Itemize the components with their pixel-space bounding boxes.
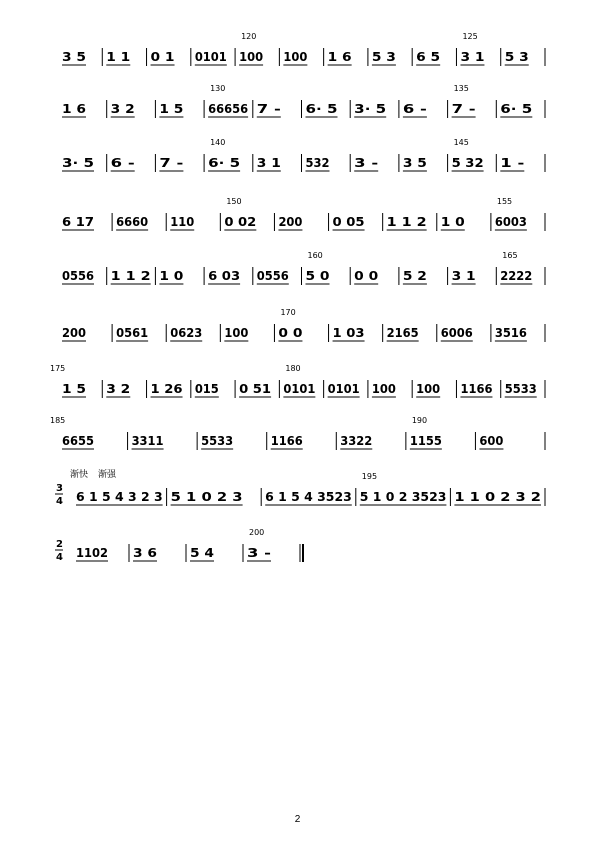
measure-notes: 6 - <box>402 102 427 116</box>
time-signature-top: 2 <box>56 539 63 550</box>
measure-notes: 5 0 <box>305 269 330 283</box>
measure-notes: 5 3 <box>371 50 396 64</box>
measure-notes: 6 5 <box>416 50 441 64</box>
measure-number: 125 <box>462 32 478 41</box>
measure-number: 120 <box>241 32 257 41</box>
measure-notes: 3322 <box>340 434 373 448</box>
measure-notes: 1 1 <box>106 50 131 64</box>
measure-notes: 3516 <box>494 326 527 340</box>
measure-notes: 0 0 <box>278 326 303 340</box>
measure-notes: 600 <box>479 434 504 448</box>
page-number: 2 <box>294 814 301 825</box>
measure-notes: 0 05 <box>332 215 365 229</box>
measure-notes: 1102 <box>76 546 108 560</box>
measure-notes: 3· 5 <box>354 102 387 116</box>
measure-notes: 0 1 <box>150 50 175 64</box>
measure-number: 190 <box>411 416 428 425</box>
measure-notes: 6655 <box>62 434 94 448</box>
measure-number: 140 <box>210 138 226 147</box>
measure-notes: 1 1 0 2 3 2 <box>454 490 541 504</box>
measure-notes: 3 1 <box>460 50 485 64</box>
measure-notes: 100 <box>283 50 308 64</box>
measure-notes: 3 2 <box>110 102 135 116</box>
measure-notes: 1 0 <box>440 215 465 229</box>
measure-number: 185 <box>50 416 66 425</box>
measure-notes: 7 - <box>451 102 476 116</box>
measure-notes: 6 - <box>110 156 135 170</box>
measure-notes: 110 <box>170 215 195 229</box>
measure-notes: 0 02 <box>224 215 257 229</box>
measure-notes: 0101 <box>327 382 360 396</box>
measure-notes: 6006 <box>440 326 473 340</box>
measure-notes: 1 6 <box>327 50 352 64</box>
measure-notes: 1 - <box>500 156 525 170</box>
time-signature-bottom: 4 <box>56 552 63 563</box>
measure-notes: 66656 <box>208 102 249 116</box>
measure-notes: 5 1 0 2 3 <box>170 490 243 504</box>
measure-notes: 1166 <box>270 434 303 448</box>
measure-notes: 1 5 <box>62 382 86 396</box>
measure-number: 195 <box>361 472 378 481</box>
measure-notes: 5 3 <box>504 50 529 64</box>
measure-number: 170 <box>280 308 296 317</box>
measure-notes: 1 0 <box>159 269 184 283</box>
measure-notes: 1 5 <box>159 102 184 116</box>
measure-notes: 6660 <box>116 215 149 229</box>
measure-notes: 6 17 <box>62 215 94 229</box>
measure-notes: 5 32 <box>451 156 484 170</box>
measure-number: 145 <box>453 138 469 147</box>
measure-notes: 0623 <box>170 326 203 340</box>
measure-notes: 5 2 <box>402 269 427 283</box>
measure-number: 200 <box>249 528 265 537</box>
measure-notes: 3 - <box>247 546 272 560</box>
measure-notes: 3 5 <box>62 50 86 64</box>
measure-notes: 1166 <box>460 382 493 396</box>
tempo-mark: 渐强 <box>98 470 117 480</box>
measure-notes: 3 6 <box>133 546 157 560</box>
measure-notes: 7 - <box>159 156 184 170</box>
measure-notes: 0556 <box>256 269 289 283</box>
measure-notes: 0101 <box>283 382 316 396</box>
measure-notes: 2222 <box>500 269 533 283</box>
measure-notes: 5533 <box>201 434 234 448</box>
measure-notes: 2165 <box>386 326 419 340</box>
measure-notes: 532 <box>305 156 330 170</box>
measure-number: 160 <box>307 251 323 260</box>
measure-notes: 7 - <box>256 102 281 116</box>
measure-notes: 3 2 <box>106 382 131 396</box>
tempo-mark: 渐快 <box>70 470 89 480</box>
measure-notes: 5 4 <box>190 546 214 560</box>
measure-notes: 1 6 <box>62 102 86 116</box>
measure-number: 175 <box>50 364 66 373</box>
measure-notes: 0 0 <box>354 269 379 283</box>
measure-notes: 6· 5 <box>305 102 338 116</box>
measure-notes: 3 1 <box>451 269 476 283</box>
measure-notes: 6003 <box>494 215 527 229</box>
measure-notes: 1155 <box>409 434 442 448</box>
measure-notes: 6 1 5 4 3523 <box>265 490 352 504</box>
measure-notes: 5533 <box>504 382 537 396</box>
measure-number: 165 <box>502 251 518 260</box>
measure-number: 180 <box>285 364 301 373</box>
measure-notes: 0556 <box>62 269 94 283</box>
measure-number: 135 <box>453 84 469 93</box>
measure-number: 150 <box>226 197 242 206</box>
measure-notes: 3311 <box>131 434 164 448</box>
measure-notes: 6 03 <box>208 269 241 283</box>
measure-notes: 6· 5 <box>500 102 533 116</box>
measure-notes: 3 5 <box>402 156 427 170</box>
measure-notes: 3 1 <box>256 156 281 170</box>
measure-notes: 6 1 5 4 3 2 3 <box>76 490 163 504</box>
measure-notes: 6· 5 <box>208 156 241 170</box>
measure-notes: 100 <box>371 382 396 396</box>
measure-notes: 100 <box>416 382 441 396</box>
measure-notes: 100 <box>239 50 264 64</box>
measure-notes: 3· 5 <box>62 156 94 170</box>
measure-notes: 5 1 0 2 3523 <box>359 490 447 504</box>
measure-notes: 100 <box>224 326 249 340</box>
measure-notes: 1 1 2 <box>110 269 151 283</box>
time-signature-bottom: 4 <box>56 496 63 507</box>
measure-number: 130 <box>210 84 226 93</box>
measure-notes: 0561 <box>116 326 149 340</box>
measure-notes: 1 26 <box>150 382 183 396</box>
measure-notes: 200 <box>278 215 303 229</box>
measure-notes: 1 03 <box>332 326 365 340</box>
measure-notes: 1 1 2 <box>386 215 427 229</box>
measure-notes: 0 51 <box>239 382 272 396</box>
time-signature-top: 3 <box>56 483 63 494</box>
measure-notes: 200 <box>62 326 86 340</box>
measure-notes: 015 <box>194 382 219 396</box>
measure-notes: 0101 <box>194 50 227 64</box>
measure-number: 155 <box>496 197 513 206</box>
measure-notes: 3 - <box>354 156 379 170</box>
